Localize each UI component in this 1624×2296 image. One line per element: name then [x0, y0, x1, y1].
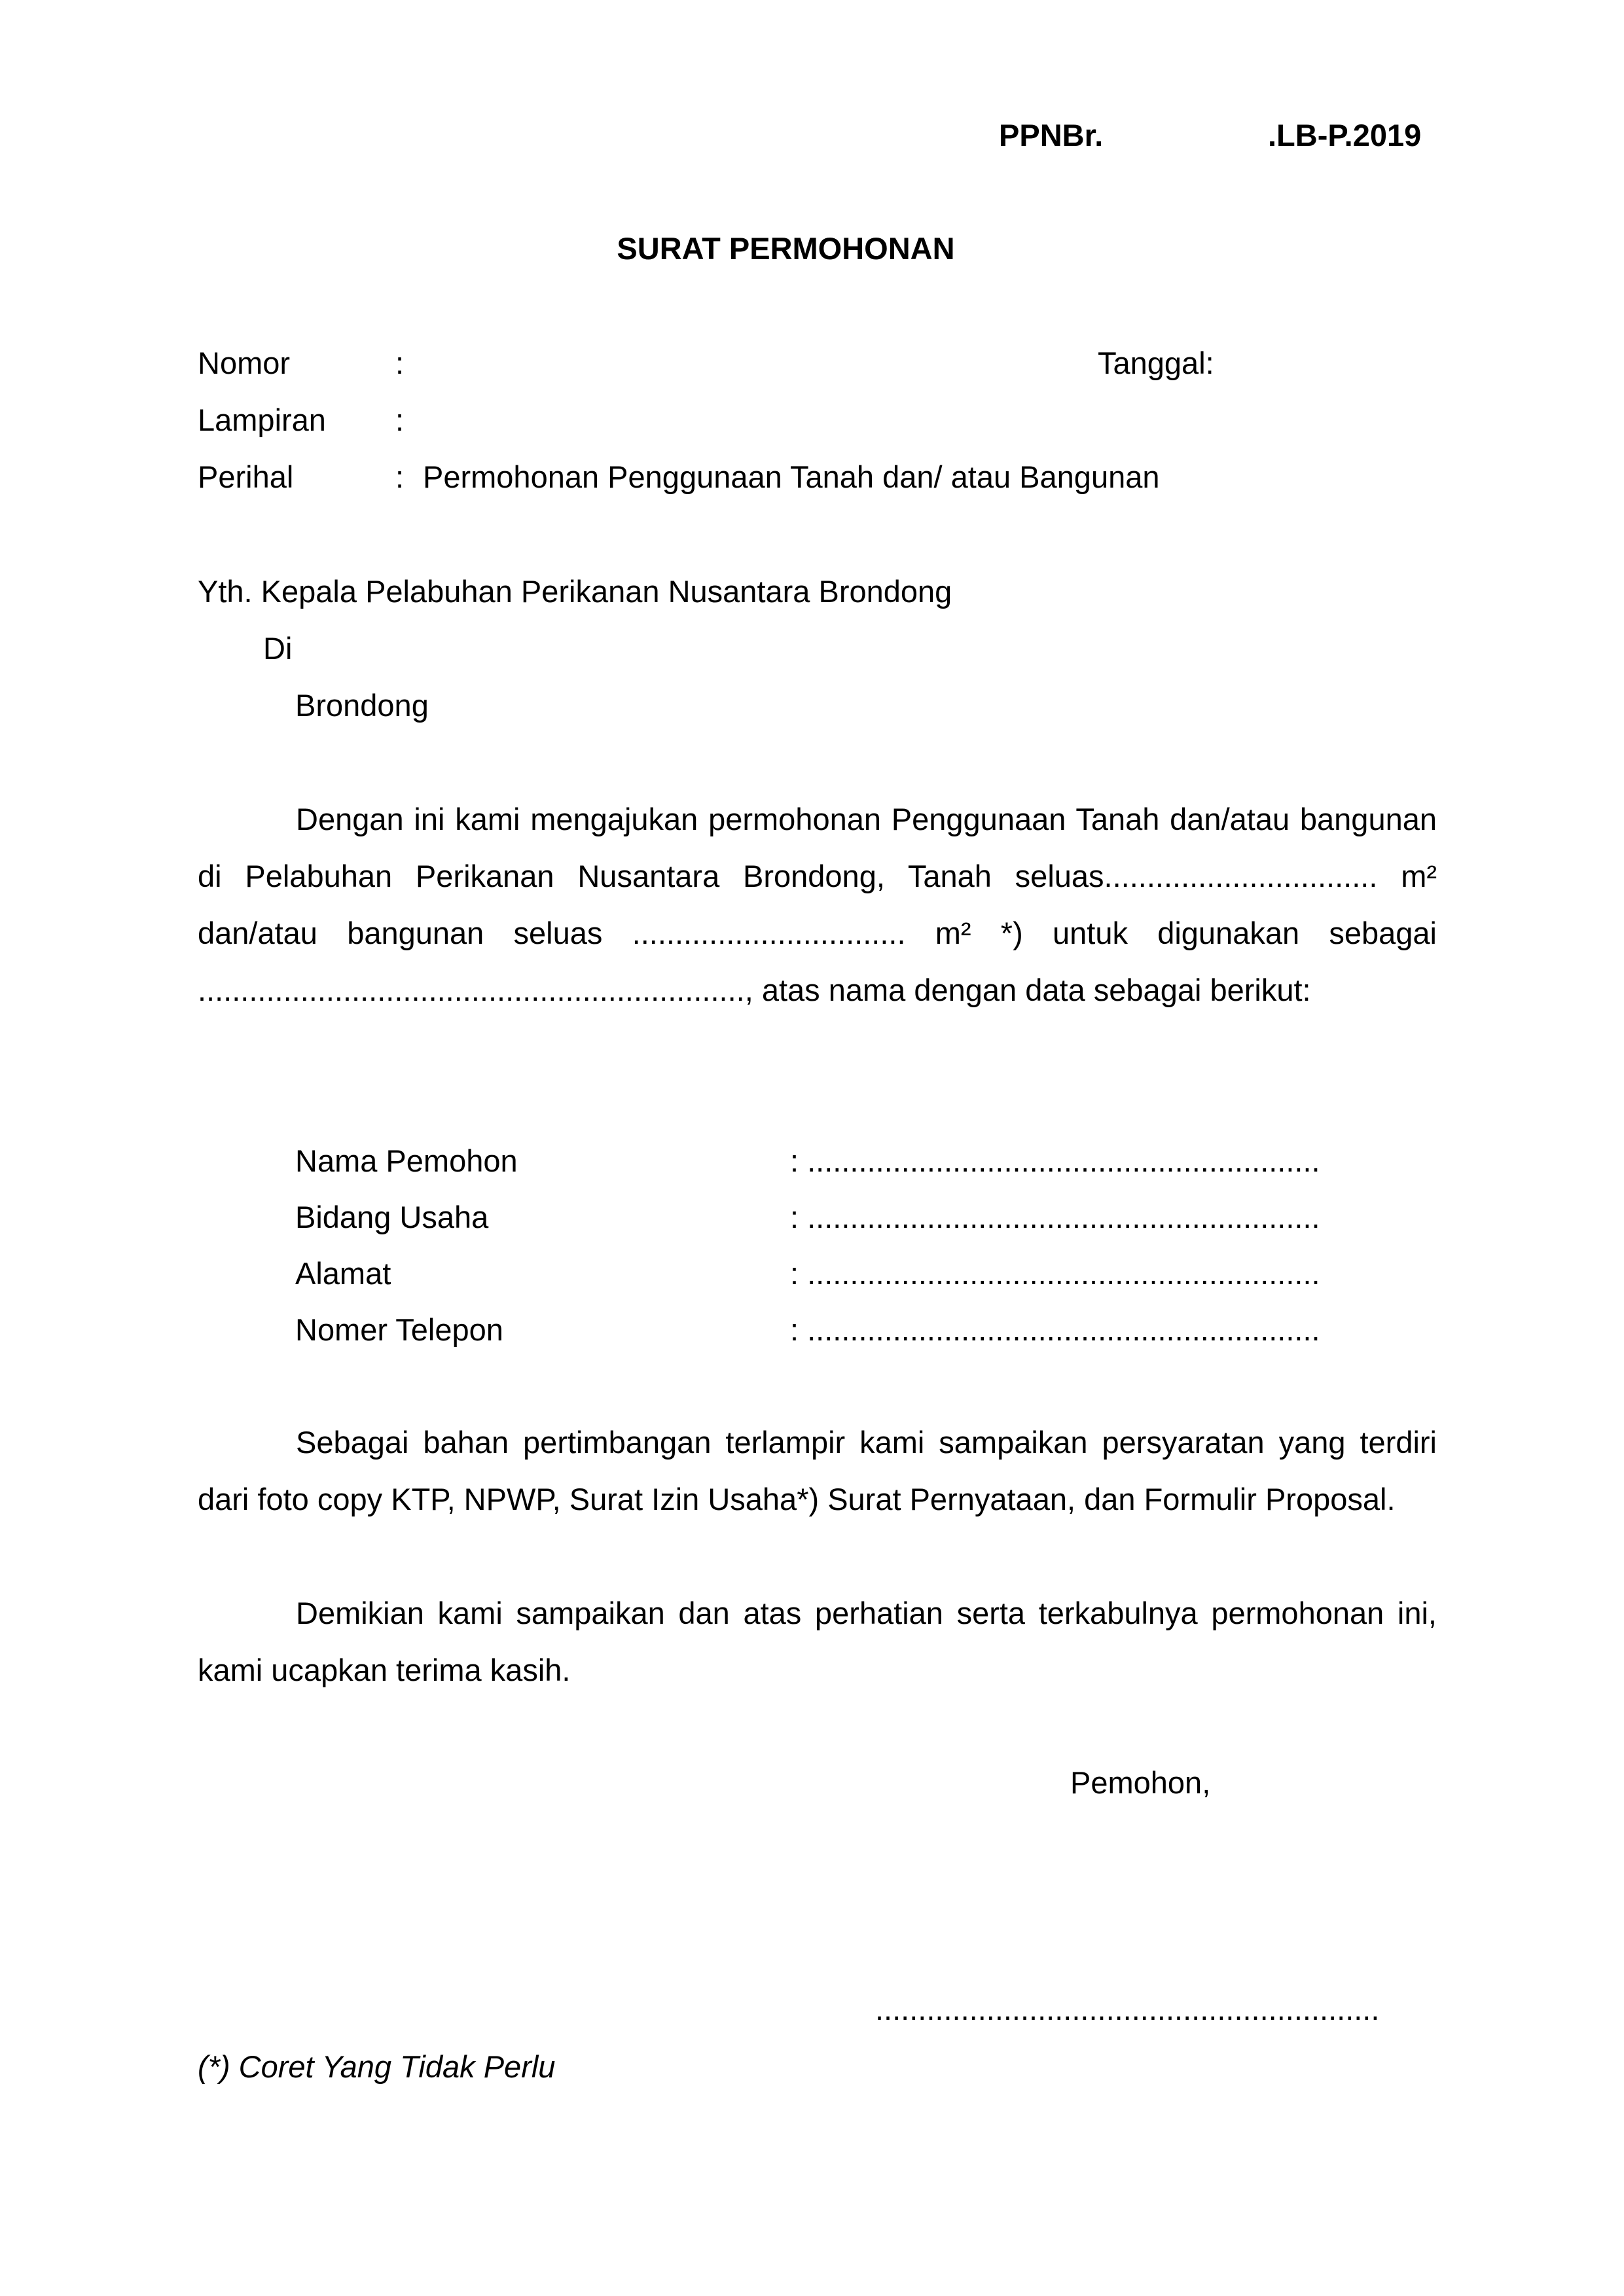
body-paragraph-request: Dengan ini kami mengajukan permohonan Penggunaan Tanah dan/atau bangunan di Pelabuhan Perikanan Nusantara Brondong, Tanah seluas................................ m² dan/atau bangunan seluas ................................ m² *) untuk digunakan sebagai ................................................................, atas nama dengan data sebagai berikut:	[198, 802, 1437, 1007]
signature-closing: Pemohon,	[1070, 1765, 1211, 1800]
document-title: SURAT PERMOHONAN	[617, 231, 955, 266]
perihal-value: Permohonan Penggunaan Tanah dan/ atau Bangunan	[423, 459, 1160, 494]
reference-number-prefix: PPNBr.	[999, 118, 1104, 152]
addressee-line: Yth. Kepala Pelabuhan Perikanan Nusantara Brondong	[198, 574, 952, 609]
field-label-nomer-telepon: Nomer Telepon	[295, 1312, 503, 1347]
field-label-bidang-usaha: Bidang Usaha	[295, 1200, 489, 1234]
field-label-alamat: Alamat	[295, 1256, 391, 1291]
body-paragraph-requirements: Sebagai bahan pertimbangan terlampir kami sampaikan persyaratan yang terdiri dari foto copy KTP, NPWP, Surat Izin Usaha*) Surat Pernyataan, dan Formulir Proposal.	[198, 1425, 1437, 1516]
nomor-label: Nomor	[198, 346, 291, 380]
addressee-location: Brondong	[295, 688, 429, 723]
lampiran-label: Lampiran	[198, 403, 326, 437]
field-value-nomer-telepon[interactable]: : ............................................................	[790, 1312, 1320, 1347]
perihal-label: Perihal	[198, 459, 294, 494]
body-paragraph-closing: Demikian kami sampaikan dan atas perhatian serta terkabulnya permohonan ini, kami ucapkan terima kasih.	[198, 1596, 1437, 1687]
footnote: (*) Coret Yang Tidak Perlu	[198, 2049, 556, 2084]
field-value-alamat[interactable]: : ............................................................	[790, 1256, 1320, 1291]
field-label-nama-pemohon: Nama Pemohon	[295, 1143, 518, 1178]
tanggal-label: Tanggal:	[1098, 346, 1214, 380]
reference-number-suffix: .LB-P.2019	[1268, 118, 1422, 152]
addressee-di: Di	[263, 631, 293, 666]
nomor-colon: :	[395, 346, 405, 380]
field-value-nama-pemohon[interactable]: : ............................................................	[790, 1143, 1320, 1178]
signature-name-line[interactable]: ...........................................................	[875, 1992, 1380, 2026]
lampiran-colon: :	[395, 403, 405, 437]
field-value-bidang-usaha[interactable]: : ............................................................	[790, 1200, 1320, 1234]
perihal-colon: :	[395, 459, 405, 494]
